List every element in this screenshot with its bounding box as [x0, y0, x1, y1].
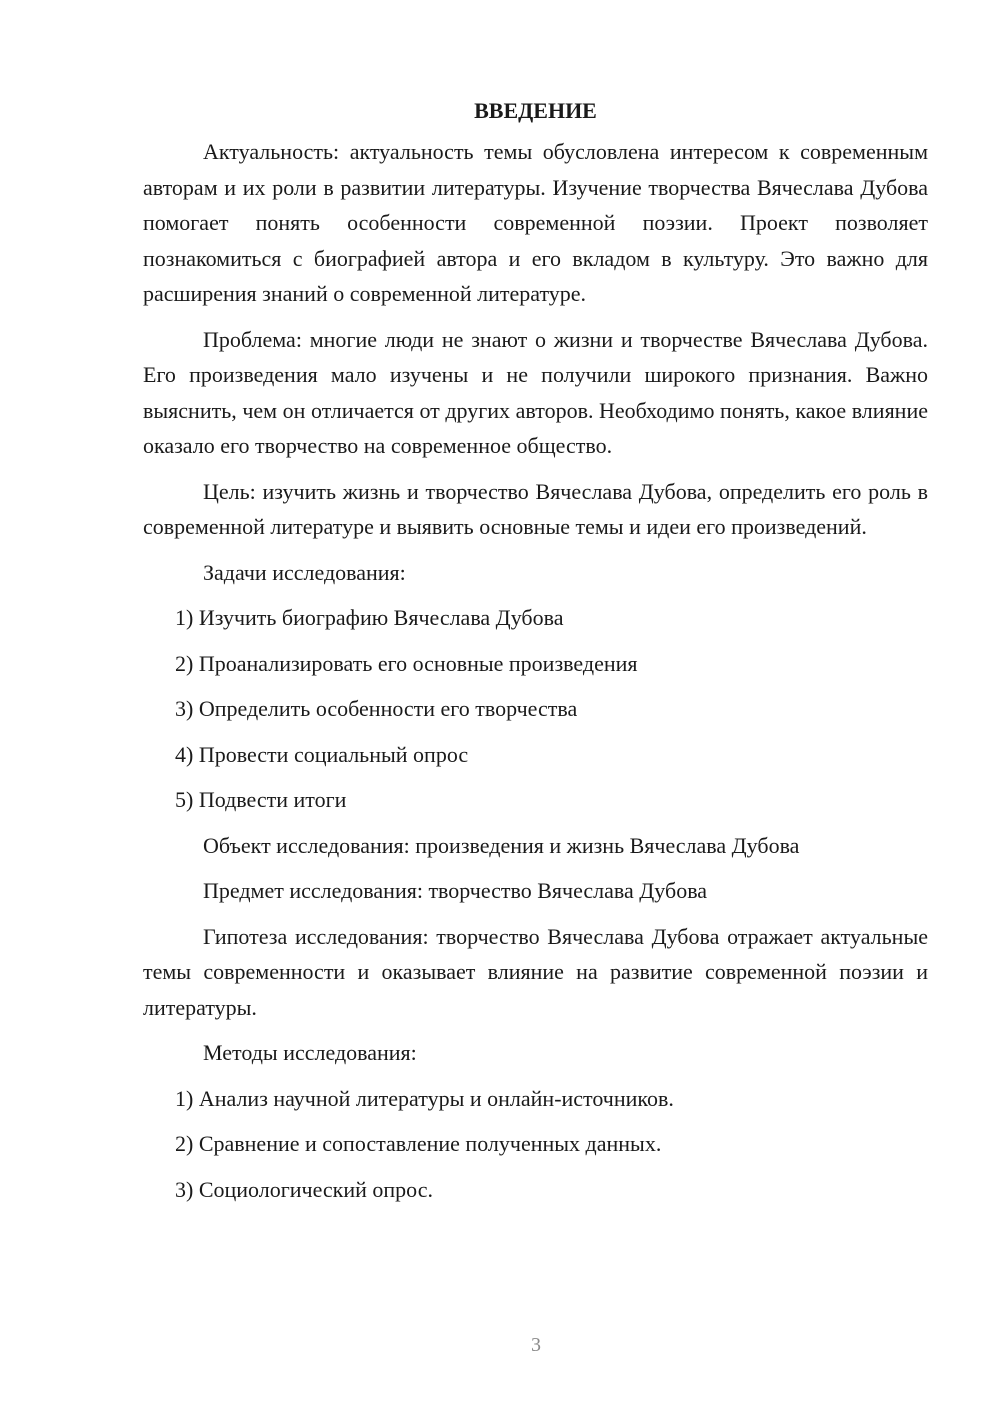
- method-item: 1) Анализ научной литературы и онлайн-источников.: [175, 1085, 674, 1111]
- research-object: Объект исследования: произведения и жизнь Вячеслава Дубова: [203, 832, 800, 858]
- problem-paragraph: Проблема: многие люди не знают о жизни и творчестве Вячеслава Дубова. Его произведения мало изучены и не получили широкого признания. Важно выяснить, чем он отличается от других авторов. Необходимо понять, какое влияние оказало его творчество на современное общество.: [143, 326, 928, 458]
- tasks-heading: Задачи исследования:: [203, 559, 406, 585]
- page-number: 3: [531, 1334, 541, 1356]
- method-item: 3) Социологический опрос.: [175, 1176, 433, 1202]
- research-subject: Предмет исследования: творчество Вячеслава Дубова: [203, 878, 708, 903]
- task-item: 3) Определить особенности его творчества: [175, 696, 578, 721]
- task-item: 4) Провести социальный опрос: [175, 741, 469, 767]
- method-item: 2) Сравнение и сопоставление полученных данных.: [175, 1131, 662, 1156]
- document-page: [143, 96, 928, 1217]
- task-item: 5) Подвести итоги: [175, 787, 347, 812]
- task-item: 1) Изучить биографию Вячеслава Дубова: [175, 605, 564, 630]
- page-title: ВВЕДЕНИЕ: [474, 98, 597, 123]
- methods-heading: Методы исследования:: [203, 1040, 417, 1065]
- relevance-paragraph: Актуальность: актуальность темы обусловлена интересом к современным авторам и их роли в развитии литературы. Изучение творчества Вячеслава Дубова помогает понять особенности современной поэзии. Проект позволяет познакомиться с биографией автора и его вкладом в культуру. Это важно для расширения знаний о современной литературе.: [143, 139, 928, 306]
- goal-paragraph: Цель: изучить жизнь и творчество Вячеслава Дубова, определить его роль в современной литературе и выявить основные темы и идеи его произведений.: [143, 478, 928, 539]
- task-item: 2) Проанализировать его основные произведения: [175, 650, 638, 676]
- hypothesis-paragraph: Гипотеза исследования: творчество Вячеслава Дубова отражает актуальные темы современности и оказывает влияние на развитие современной поэзии и литературы.: [143, 923, 928, 1020]
